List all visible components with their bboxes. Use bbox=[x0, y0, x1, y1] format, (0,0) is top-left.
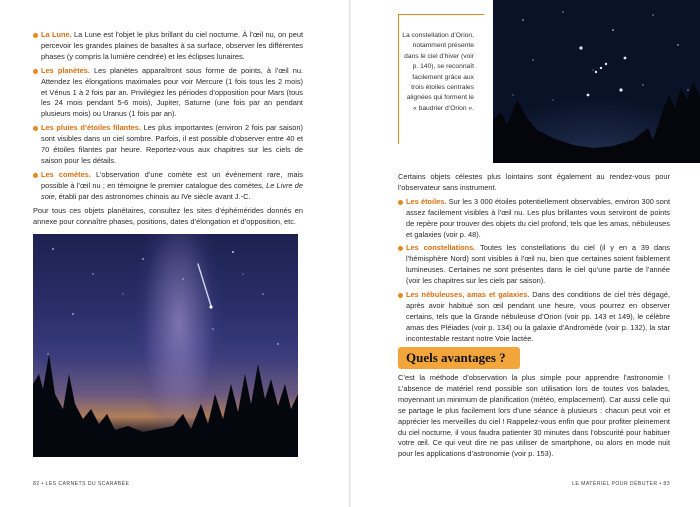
orion-illustration bbox=[493, 0, 700, 163]
list-item: Les comètes. L’observation d’une comète est un événement rare, mais possible à l’œil nu ; en témoigne le premier catalogue des comètes, Le Livre de soie, établi par des astronomes chinois au IVe siècle avant J.-C. bbox=[33, 170, 303, 203]
bullet-icon bbox=[33, 69, 38, 74]
bullet-icon bbox=[33, 173, 38, 178]
milky-way-illustration bbox=[33, 234, 298, 457]
page-footer-right: LE MATÉRIEL POUR DÉBUTER • 83 bbox=[572, 481, 670, 487]
left-column bbox=[33, 30, 303, 230]
list-item: Les étoiles. Sur les 3 000 étoiles potentiellement observables, environ 300 sont assez facilement visibles à l’œil nu. Les plus brillantes vous serviront de points de repère pour trouver des objets du ciel profond, tels que les amas, nébuleuses et galaxies (voir p. 48). bbox=[398, 197, 670, 241]
photo-caption: La constellation d’Orion, notamment présente dans le ciel d’hiver (voir p. 140), se reconnaît facilement grâce aux trois étoiles centrales alignées qui forment le « baudrier d’Orion ». bbox=[402, 32, 474, 112]
milky-way-photo bbox=[33, 234, 298, 457]
right-page bbox=[350, 0, 700, 507]
list-item: Les planètes. Les planètes apparaîtront sous forme de points, à l’œil nu. Attendez les élongations maximales pour voir Mercure (1 fois tous les 2 mois) et Vénus 1 à 2 fois par an. Privilégiez les périodes d’opposition pour Mars (tous les 24 mois pendant 5-6 mois), Jupiter, Saturne (une fois par an pendant plusieurs mois) ou Uranus (1 fois par an). bbox=[33, 66, 303, 121]
page-footer-left: 82 • LES CARNETS DU SCARABÉE bbox=[33, 481, 130, 487]
section-title: Quels avantages ? bbox=[398, 347, 520, 369]
bullet-icon bbox=[398, 293, 403, 298]
right-column bbox=[398, 172, 670, 348]
list-item: La Lune. La Lune est l’objet le plus brillant du ciel nocturne. À l’œil nu, on peut percevoir les grandes plaines de basaltes à sa surface, observer les différentes phases (y compris la lumière cendrée) et les éclipses lunaires. bbox=[33, 30, 303, 63]
orion-photo bbox=[493, 0, 700, 163]
intro-paragraph: Certains objets célestes plus lointains sont également au rendez-vous pour l’observateur sans instrument. bbox=[398, 172, 670, 192]
closing-paragraph: Pour tous ces objets planétaires, consultez les sites d’éphémérides donnés en annexe pour connaître phases, positions, dates d’élongation et d’opposition, etc. bbox=[33, 205, 303, 226]
bullet-icon bbox=[398, 200, 403, 205]
list-item: Les pluies d’étoiles filantes. Les plus importantes (environ 2 fois par saison) sont visibles dans un ciel sombre. Parfois, il est possible d’observer entre 40 et 70 étoiles filantes par heure. Reportez-vous aux chapitres sur les ciels de saison pour les détails. bbox=[33, 123, 303, 167]
bullet-icon bbox=[33, 126, 38, 131]
list-item: Les constellations. Toutes les constellations du ciel (il y en a 39 dans l’hémisphère Nord) sont visibles à l’œil nu, bien que certaines soient faiblement lumineuses. Certaines ne sont présentes dans le ciel qu’une partie de l’année (voir les chapitres sur les ciels par saison). bbox=[398, 243, 670, 287]
bullet-icon bbox=[398, 246, 403, 251]
section-body: C’est la méthode d’observation la plus simple pour apprendre l’astronomie ! L’absence de matériel rend possible son utilisation lors de toutes vos balades, moyennant un minimum de planification (météo, emplacement). Car aussi celle qui se partage le plus facilement lors d’une séance à plusieurs : chacun peut voir et apprécier les merveilles du ciel ! Rappelez-vous enfin que pour profiter pleinement du ciel nocturne, il vous faudra patienter 30 minutes dans l’obscurité pour habituer votre œil. Ce qui veut dire ne pas utiliser de smartphone, ou alors en mode nuit pour les applications d’astronomie (voir p. 153). bbox=[398, 373, 670, 459]
list-item: Les nébuleuses, amas et galaxies. Dans des conditions de ciel très dégagé, après avoir habitué son œil pendant une heure, vous pourrez en observer certains, tels que la Grande nébuleuse d’Orion (voir pp. 143 et 149), le célèbre amas des Pléiades (voir p. 134) ou la galaxie d’Andromède (voir p. 132), la star incontestable restant notre Voie lactée. bbox=[398, 290, 670, 345]
bullet-icon bbox=[33, 33, 38, 38]
